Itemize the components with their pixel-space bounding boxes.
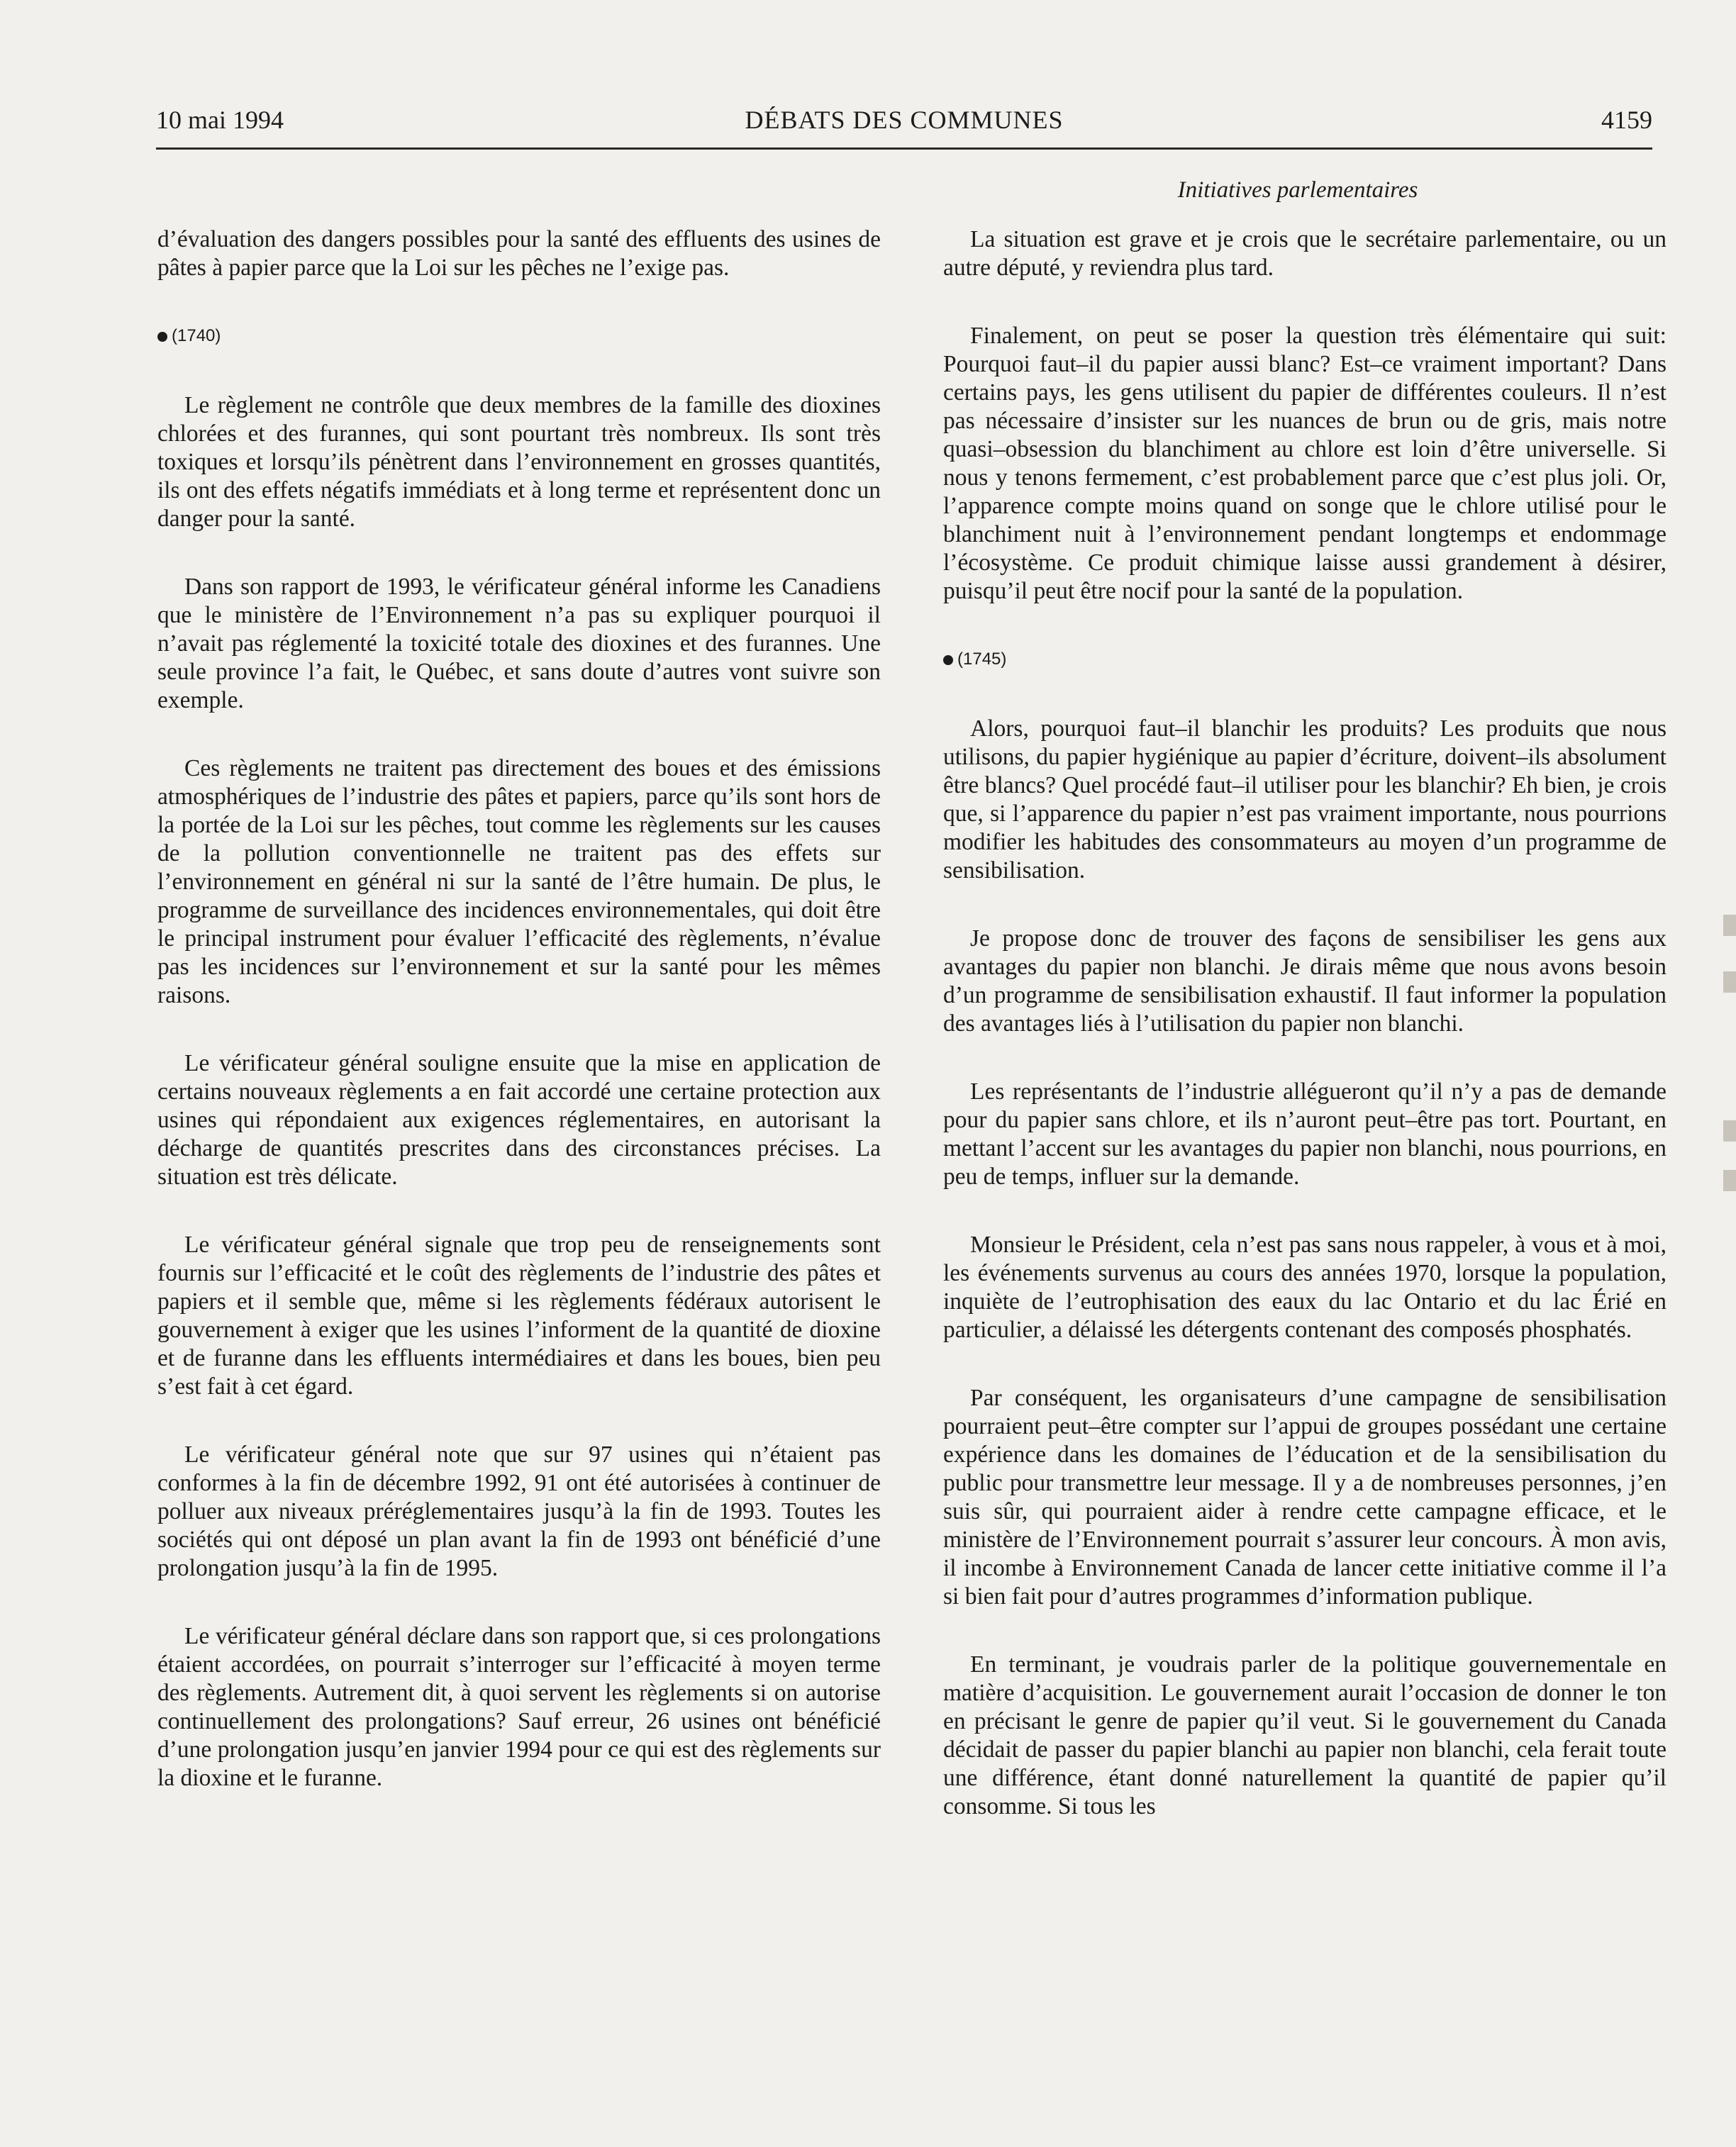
paragraph: Dans son rapport de 1993, le vérificateur général informe les Canadiens que le ministère de l’Environnement n’a pas su expliquer pourquoi il n’avait pas réglementé la toxicité totale des dioxines et des furannes. Une seule province l’a fait, le Québec, et sans doute d’autres vont suivre son exemple. <box>157 574 881 713</box>
paragraph: Le vérificateur général note que sur 97 usines qui n’étaient pas conformes à la fin de décembre 1992, 91 ont été autorisées à continuer de polluer aux niveaux préréglementaires jusqu’à la fin de 1993. Toutes les sociétés qui ont déposé un plan avant la fin de 1993 ont bénéficié d’une prolongation jusqu’à la fin de 1995. <box>157 1441 881 1581</box>
paragraph: Les représentants de l’industrie allégueront qu’il n’y a pas de demande pour du papier sans chlore, et ils n’auront peut–être pas tort. Pourtant, en mettant l’accent sur les avantages du papier non blanchi, nous pourrions, en peu de temps, influer sur la demande. <box>943 1078 1667 1190</box>
header-page-number: 4159 <box>1601 106 1652 134</box>
paragraph: Monsieur le Président, cela n’est pas sans nous rappeler, à vous et à moi, les événements survenus au cours des années 1970, lorsque la population, inquiète de l’eutrophisation des eaux du lac Ontario et du lac Érié en particulier, a délaissé les détergents contenant des composés phosphatés. <box>943 1232 1667 1343</box>
scan-edge-mark <box>1723 971 1736 993</box>
header-date: 10 mai 1994 <box>156 106 284 134</box>
paragraph: La situation est grave et je crois que le secrétaire parlementaire, ou un autre député, y reviendra plus tard. <box>943 226 1667 281</box>
paragraph: Finalement, on peut se poser la question très élémentaire qui suit: Pourquoi faut–il du papier aussi blanc? Est–ce vraiment important? Dans certains pays, les gens utilisent du papier de différentes couleurs. Il n’est pas nécessaire d’insister sur les nuances de brun ou de gris, mais notre quasi–obsession du blanchiment au chlore est loin d’être universelle. Si nous y tenons fermement, c’est probablement parce que c’est plus joli. Or, l’apparence compte moins quand on songe que le chlore utilisé pour le blanchiment nuit à l’environnement pendant longtemps et endommage l’écosystème. Ce produit chimique laisse aussi grandement à désirer, puisqu’il peut être nocif pour la santé de la population. <box>943 323 1667 604</box>
section-title: Initiatives parlementaires <box>1177 177 1418 203</box>
paragraph: En terminant, je voudrais parler de la politique gouvernementale en matière d’acquisition. Le gouvernement aurait l’occasion de donner le ton en précisant le genre de papier qu’il veut. Si le gouvernement du Canada décidait de passer du papier blanchi au papier non blanchi, cela ferait toute une différence, étant donné naturellement la quantité de papier qu’il consomme. Si tous les <box>943 1651 1667 1819</box>
scan-edge-mark <box>1723 1170 1736 1191</box>
time-marker <box>943 645 1667 674</box>
right-column <box>943 225 1667 1861</box>
time-marker-label: (1745) <box>957 649 1007 669</box>
paragraph: Je propose donc de trouver des façons de sensibiliser les gens aux avantages du papier non blanchi. Je dirais même que nous avons besoin d’un programme de sensibilisation exhaustif. Il faut informer la population des avantages liés à l’utilisation du papier non blanchi. <box>943 925 1667 1037</box>
scan-edge-mark <box>1723 1120 1736 1142</box>
paragraph: d’évaluation des dangers possibles pour la santé des effluents des usines de pâtes à papier parce que la Loi sur les pêches ne l’exige pas. <box>157 226 881 281</box>
paragraph: Le vérificateur général signale que trop peu de renseignements sont fournis sur l’efficacité et le coût des règlements de l’industrie des pâtes et papiers et il semble que, même si les règlements fédéraux autorisent le gouvernement à exiger que les usines l’informent de la quantité de dioxine et de furanne dans les effluents intermédiaires et dans les boues, bien peu s’est fait à cet égard. <box>157 1232 881 1400</box>
header-title: DÉBATS DES COMMUNES <box>745 106 1064 134</box>
time-marker-label: (1740) <box>172 326 221 345</box>
paragraph: Le vérificateur général souligne ensuite que la mise en application de certains nouveaux règlements a en fait accordé une certaine protection aux usines qui répondaient aux exigences réglementaires, en autorisant la décharge de quantités prescrites dans des circonstances précises. La situation est très délicate. <box>157 1050 881 1190</box>
paragraph: Le vérificateur général déclare dans son rapport que, si ces prolongations étaient accordées, on pourrait s’interroger sur l’efficacité à moyen terme des règlements. Autrement dit, à quoi servent les règlements si on autorise continuellement des prolongations? Sauf erreur, 26 usines ont bénéficié d’une prolongation jusqu’en janvier 1994 pour ce qui est des règlements sur la dioxine et le furanne. <box>157 1623 881 1791</box>
page-header <box>156 98 1652 150</box>
time-marker <box>157 322 881 350</box>
paragraph: Par conséquent, les organisateurs d’une campagne de sensibilisation pourraient peut–être compter sur l’appui de groupes possédant une certaine expérience dans les domaines de l’éducation et de la sensibilisation du public pour transmettre leur message. Il y a de nombreuses personnes, j’en suis sûr, qui pourraient aider à rendre cette campagne efficace, et le ministère de l’Environnement pourrait s’assurer leur concours. À mon avis, il incombe à Environnement Canada de lancer cette initiative comme il l’a si bien fait pour d’autres programmes d’information publique. <box>943 1385 1667 1610</box>
scan-edge-mark <box>1723 915 1736 936</box>
bullet-icon <box>157 332 167 342</box>
paragraph: Alors, pourquoi faut–il blanchir les produits? Les produits que nous utilisons, du papier hygiénique au papier d’écriture, doivent–ils absolument être blancs? Quel procédé faut–il utiliser pour les blanchir? Eh bien, je crois que, si l’apparence du papier n’est pas vraiment importante, nous pourrions modifier les habitudes des consommateurs au moyen d’un programme de sensibilisation. <box>943 715 1667 883</box>
paragraph: Le règlement ne contrôle que deux membres de la famille des dioxines chlorées et des furannes, qui sont pourtant très nombreux. Ils sont très toxiques et lorsqu’ils pénètrent dans l’environnement en grosses quantités, ils ont des effets négatifs immédiats et à long terme et représentent donc un danger pour la santé. <box>157 392 881 532</box>
bullet-icon <box>943 655 953 665</box>
paragraph: Ces règlements ne traitent pas directement des boues et des émissions atmosphériques de l’industrie des pâtes et papiers, parce qu’ils sont hors de la portée de la Loi sur les pêches, tout comme les règlements sur les causes de la pollution conventionnelle ne traitent pas des effets sur l’environnement en général ni sur la santé de l’être humain. De plus, le programme de surveillance des incidences environnementales, qui doit être le principal instrument pour évaluer l’efficacité des règlements, n’évalue pas les incidences sur l’environnement et sur la santé pour les mêmes raisons. <box>157 755 881 1008</box>
left-column <box>157 225 881 1832</box>
